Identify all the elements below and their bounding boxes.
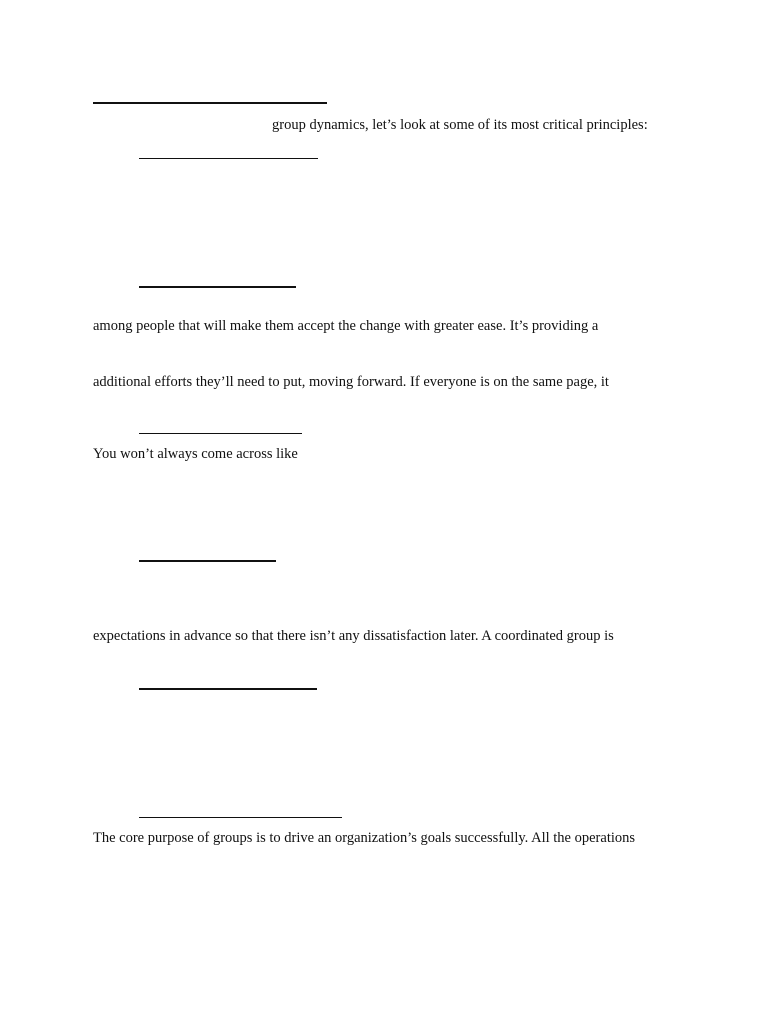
section-heading-underline	[139, 286, 296, 288]
section-heading-underline	[139, 158, 318, 159]
text-line: among people that will make them accept the change with greater ease. It’s providing a	[93, 318, 599, 334]
text-line: The core purpose of groups is to drive an organization’s goals successfully. All the operations	[93, 830, 636, 846]
section-heading-underline	[139, 433, 302, 434]
text-line: group dynamics, let’s look at some of its most critical principles:	[272, 117, 648, 133]
text-line: additional efforts they’ll need to put, moving forward. If everyone is on the same page, it	[93, 374, 609, 390]
section-heading-underline	[139, 560, 276, 562]
text-line: You won’t always come across like	[93, 446, 298, 462]
section-heading-underline	[139, 688, 317, 690]
section-heading-underline	[139, 817, 342, 818]
text-line: expectations in advance so that there isn’t any dissatisfaction later. A coordinated group is	[93, 628, 614, 644]
heading-underline	[93, 102, 327, 104]
